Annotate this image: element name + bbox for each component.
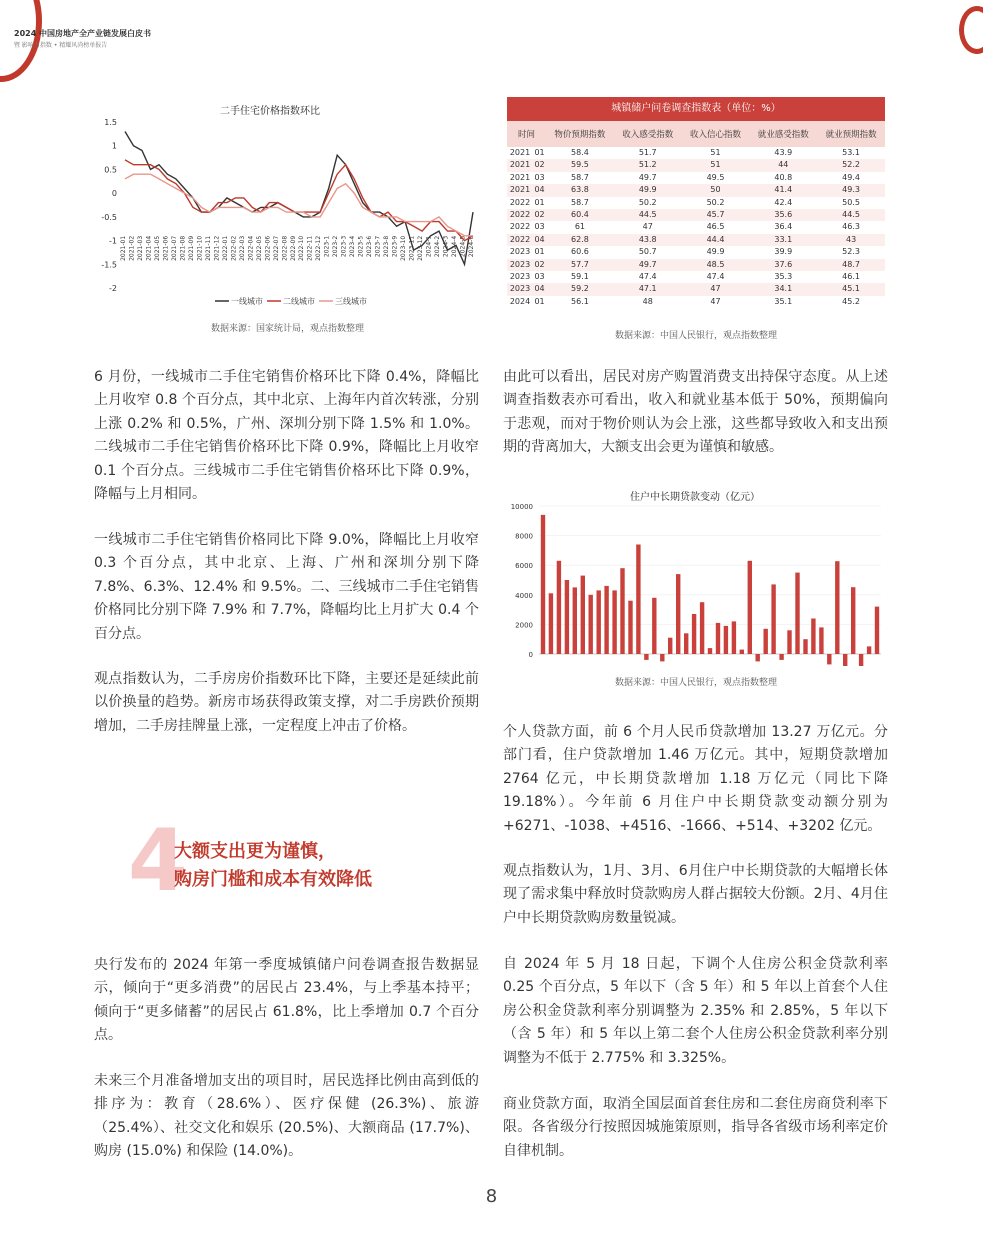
bar xyxy=(716,623,720,654)
bar xyxy=(732,621,736,654)
table-cell: 02 xyxy=(533,259,546,271)
x-tick-label: 2024-1 xyxy=(425,235,433,258)
table-cell: 43.8 xyxy=(614,234,682,246)
bar xyxy=(573,587,577,654)
chart1-source: 数据来源：国家统计局，观点指数整理 xyxy=(210,324,364,334)
x-tick-label: 2022-06 xyxy=(264,235,272,261)
table-cell: 35.6 xyxy=(749,209,817,221)
table-header-cell: 就业预期指数 xyxy=(817,121,885,147)
table-cell: 59.1 xyxy=(571,272,589,282)
chart1-title: 二手住宅价格指数环比 xyxy=(220,106,320,117)
table-cell: 44.4 xyxy=(682,234,750,246)
x-tick-label: 2023-5 xyxy=(357,235,365,258)
table-cell: 56.1 xyxy=(571,296,589,306)
table-cell: 46.5 xyxy=(706,222,725,232)
x-tick-label: 2023-2 xyxy=(332,235,340,258)
table-row xyxy=(507,259,885,271)
table-cell: 36.4 xyxy=(774,222,793,232)
y-tick-label: 1 xyxy=(111,141,117,151)
table-cell: 2021 xyxy=(509,148,531,157)
table-header-cell: 收入感受指数 xyxy=(614,121,682,147)
y-tick-label: 8000 xyxy=(515,532,533,541)
x-tick-label: 2023-8 xyxy=(383,235,391,258)
table-cell: 2022 xyxy=(507,234,533,246)
legend-label-1: 一线城市 xyxy=(231,297,263,306)
bar xyxy=(708,648,712,654)
table-cell: 48.7 xyxy=(817,259,885,271)
table-row xyxy=(507,147,885,159)
table-header-cell: 收入信心指数 xyxy=(682,121,750,147)
table-cell: 46.3 xyxy=(842,222,860,232)
table-cell: 51.2 xyxy=(614,159,682,171)
paragraph: 观点指数认为，1月、3月、6月住户中长期贷款的大幅增长体现了需求集中释放时贷款购房人群占据较大份额。2月、4月住户中长期贷款购房数量锐减。 xyxy=(503,863,888,926)
bar xyxy=(652,598,656,654)
bar xyxy=(811,619,815,655)
table-cell: 50 xyxy=(682,184,750,196)
legend-label-3: 三线城市 xyxy=(335,297,367,306)
bar xyxy=(748,561,752,654)
x-tick-label: 2021-08 xyxy=(179,235,187,261)
table-row xyxy=(507,159,885,171)
bar xyxy=(668,638,672,654)
x-tick-label: 2021-11 xyxy=(204,235,212,261)
table-cell: 2023 xyxy=(507,283,533,295)
bar xyxy=(740,650,744,654)
x-tick-label: 2023-12 xyxy=(417,235,425,261)
table-cell: 59.2 xyxy=(546,283,614,295)
chart3-source: 数据来源：中国人民银行，观点指数整理 xyxy=(614,678,777,688)
report-subtitle: 暨 影响力指数 • 精耀风尚榜单报告 xyxy=(14,42,108,49)
bar xyxy=(628,601,632,654)
bar xyxy=(597,590,601,654)
table-cell: 51.7 xyxy=(638,148,657,157)
x-tick-label: 2023-1 xyxy=(323,235,331,258)
table-cell: 2021 xyxy=(509,172,531,182)
y-tick-label: -2 xyxy=(109,284,117,293)
savings-survey-table xyxy=(507,97,885,308)
table-cell: 44.5 xyxy=(614,209,682,221)
x-tick-label: 2022-03 xyxy=(238,235,246,261)
table-cell: 50.7 xyxy=(638,247,657,257)
bar xyxy=(771,584,775,654)
x-tick-label: 2021-09 xyxy=(187,235,195,261)
paragraph: 自 2024 年 5 月 18 日起，下调个人住房公积金贷款利率 0.25 个百分点，5 年以下（含 5 年）和 5 年以上首套个人住房公积金贷款利率分别调整为 2.35% 和 2.85%，5 年以下（含 5 年）和 5 年以上第二套个人住房公积金贷款利率分别调整为不低于 2.775% 和 3.325%。 xyxy=(503,956,888,1066)
table-cell: 45.2 xyxy=(842,296,860,306)
table-cell: 50.5 xyxy=(842,197,860,207)
table-cell: 37.6 xyxy=(749,259,817,271)
report-title: 2024 中国房地产全产业链发展白皮书 xyxy=(14,29,152,38)
chart1-line-chart xyxy=(95,112,485,317)
table-cell: 42.4 xyxy=(774,197,793,207)
paragraph: 观点指数认为，二手房房价指数环比下降，主要还是延续此前以价换量的趋势。新房市场获得政策支撑，对二手房跌价预期增加，二手房挂牌量上涨，一定程度上冲击了价格。 xyxy=(94,671,479,734)
bar xyxy=(827,654,831,664)
table-row xyxy=(507,197,885,209)
table-cell: 52.2 xyxy=(817,159,885,171)
table-cell: 45.1 xyxy=(817,283,885,295)
table-row xyxy=(507,296,885,308)
table-header-cell: 就业感受指数 xyxy=(749,121,817,147)
table-cell: 50.2 xyxy=(706,197,725,207)
table-cell: 49.3 xyxy=(817,184,885,196)
table-cell: 02 xyxy=(533,159,546,171)
table-cell: 58.7 xyxy=(571,197,589,207)
section-title xyxy=(174,838,372,894)
y-tick-label: 10000 xyxy=(510,503,533,511)
bar xyxy=(756,654,760,661)
bar xyxy=(636,545,640,655)
bar xyxy=(795,573,799,654)
table-cell: 63.8 xyxy=(546,184,614,196)
y-tick-label: -1 xyxy=(109,236,117,246)
paragraph: 个人贷款方面，前 6 个月人民币贷款增加 13.27 万亿元。分部门看，住户贷款增加 1.46 万亿元。其中，短期贷款增加 2764 亿元，中长期贷款增加 1.18 万亿元（同比下降 19.18%）。今年前 6 月住户中长期贷款变动额分别为 +6271、-1038、+4516、-1666、+514、+3202 亿元。 xyxy=(503,724,888,834)
paragraph: 商业贷款方面，取消全国层面首套住房和二套住房商贷利率下限。各省级分行按照因城施策原则，指导各省级市场利率定价自律机制。 xyxy=(503,1096,888,1159)
savings-survey-table-container xyxy=(507,97,885,308)
bar xyxy=(764,629,768,654)
x-tick-label: 2021-10 xyxy=(196,235,204,261)
table-cell: 04 xyxy=(533,283,546,295)
series-line-3 xyxy=(125,174,473,236)
x-tick-label: 2023-9 xyxy=(391,235,399,258)
table-cell: 03 xyxy=(534,172,545,182)
table-row xyxy=(507,221,885,233)
x-tick-label: 2022-09 xyxy=(289,235,297,261)
x-tick-label: 2023-4 xyxy=(349,235,357,258)
bar xyxy=(557,561,561,654)
section-number: 4 xyxy=(128,811,188,911)
paragraph: 6 月份，一线城市二手住宅销售价格环比下降 0.4%，降幅比上月收窄 0.8 个百分点，其中北京、上海年内首次转涨，分别上涨 0.2% 和 0.5%，广州、深圳分别下降 1.5% 和 1.0%。二线城市二手住宅销售价格环比下降 0.9%，降幅比上月收窄 0.1 个百分点。三线城市二手住宅销售价格环比下降 0.9%，降幅与上月相同。 xyxy=(94,369,479,503)
x-tick-label: 2021-04 xyxy=(145,235,153,261)
x-tick-label: 2022-04 xyxy=(247,235,255,261)
table-cell: 01 xyxy=(534,296,545,306)
x-tick-label: 2022-05 xyxy=(255,235,263,261)
table-cell: 49.7 xyxy=(614,259,682,271)
table-cell: 49.9 xyxy=(706,247,725,257)
y-tick-label: 0.5 xyxy=(104,165,117,175)
table-cell: 49.4 xyxy=(842,172,860,182)
bar xyxy=(787,630,791,654)
x-tick-label: 2022-11 xyxy=(306,235,314,261)
table-cell: 04 xyxy=(533,184,546,196)
y-tick-label: 2000 xyxy=(515,621,533,630)
y-tick-label: 0 xyxy=(528,651,533,659)
x-tick-label: 2021-05 xyxy=(153,235,161,261)
y-tick-label: -1.5 xyxy=(101,260,117,270)
paragraph: 央行发布的 2024 年第一季度城镇储户问卷调查报告数据显示，倾向于“更多消费”的居民占 23.4%，与上季基本持平；倾向于“更多储蓄”的居民占 61.8%，比上季增加 0.7 个百分点。 xyxy=(94,957,479,1044)
x-tick-label: 2021-06 xyxy=(162,235,170,261)
table-cell: 58.4 xyxy=(571,148,589,157)
table-header-cell: 物价预期指数 xyxy=(546,121,614,147)
bar xyxy=(644,654,648,660)
x-tick-label: 2021-07 xyxy=(170,235,178,261)
bar xyxy=(875,607,879,654)
table-cell: 33.1 xyxy=(749,234,817,246)
bar xyxy=(700,602,704,654)
section-title-line: 购房门槛和成本有效降低 xyxy=(174,869,372,890)
table-cell: 2021 xyxy=(507,184,533,196)
bar xyxy=(549,593,553,654)
table-cell: 2021 xyxy=(507,159,533,171)
table-cell: 58.7 xyxy=(571,172,589,182)
table-cell: 39.9 xyxy=(774,247,793,257)
section-title-line: 大额支出更为谨慎， xyxy=(174,841,336,862)
bar xyxy=(851,587,855,654)
bar xyxy=(835,561,839,654)
table-cell: 47.4 xyxy=(638,272,657,282)
table-cell: 60.4 xyxy=(546,209,614,221)
table-cell: 50.2 xyxy=(638,197,657,207)
table-cell: 48 xyxy=(642,296,653,306)
bar xyxy=(859,654,863,666)
table-cell: 34.1 xyxy=(749,283,817,295)
table-cell: 59.5 xyxy=(546,159,614,171)
x-tick-label: 2023-11 xyxy=(408,235,416,261)
paragraph: 一线城市二手住宅销售价格同比下降 9.0%，降幅比上月收窄 0.3 个百分点，其中北京、上海、广州和深圳分别下降 7.8%、6.3%、12.4% 和 9.5%。二、三线城市二手住宅销售价格同比分别下降 7.9% 和 7.7%，降幅均比上月扩大 0.4 个百分点。 xyxy=(94,532,479,642)
table-cell: 49.7 xyxy=(638,172,657,182)
table-cell: 51 xyxy=(682,159,750,171)
y-tick-label: 6000 xyxy=(515,562,533,571)
table-cell: 51 xyxy=(710,148,721,157)
table-cell: 44 xyxy=(749,159,817,171)
table-cell: 03 xyxy=(534,222,545,232)
x-tick-label: 2022-12 xyxy=(315,235,323,261)
bar xyxy=(620,568,624,654)
table-cell: 03 xyxy=(534,272,545,282)
bar xyxy=(779,654,783,660)
table-row xyxy=(507,246,885,258)
x-tick-label: 2021-12 xyxy=(213,235,221,261)
table-cell: 47.1 xyxy=(614,283,682,295)
table-cell: 2022 xyxy=(507,209,533,221)
y-tick-label: 1.5 xyxy=(104,118,117,127)
x-tick-label: 2021-02 xyxy=(128,235,136,261)
table-cell: 44.5 xyxy=(817,209,885,221)
table-row xyxy=(507,172,885,184)
table-cell: 40.8 xyxy=(774,172,793,182)
table-cell: 41.4 xyxy=(749,184,817,196)
table-cell: 47 xyxy=(682,283,750,295)
table-cell: 47.4 xyxy=(706,272,725,282)
bar xyxy=(589,595,593,654)
x-tick-label: 2022-10 xyxy=(298,235,306,261)
bar xyxy=(581,576,585,654)
table-source: 数据来源：中国人民银行，观点指数整理 xyxy=(614,331,777,341)
x-tick-label: 2024-4 xyxy=(451,235,459,258)
table-row xyxy=(507,209,885,221)
table-cell: 01 xyxy=(534,197,545,207)
x-tick-label: 2024-5 xyxy=(459,235,467,258)
chart3-title: 住户中长期贷款变动（亿元） xyxy=(630,492,760,503)
table-cell: 02 xyxy=(533,209,546,221)
table-cell: 61 xyxy=(574,222,586,232)
bar xyxy=(803,639,807,654)
table-cell: 43 xyxy=(817,234,885,246)
bar xyxy=(541,515,545,654)
table-cell: 35.3 xyxy=(774,272,793,282)
x-tick-label: 2023-7 xyxy=(374,235,382,258)
series-line-2 xyxy=(125,160,473,241)
bar xyxy=(684,633,688,654)
table-cell: 47 xyxy=(710,296,721,306)
x-tick-label: 2022-08 xyxy=(281,235,289,261)
y-tick-label: 4000 xyxy=(515,591,533,600)
corner-decoration xyxy=(959,6,983,54)
legend-label-2: 二线城市 xyxy=(283,297,315,306)
bar xyxy=(612,590,616,654)
chart3-bar-chart xyxy=(505,498,885,666)
bar xyxy=(565,580,569,654)
x-tick-label: 2022-02 xyxy=(230,235,238,261)
bar xyxy=(843,654,847,666)
x-tick-label: 2024-2 xyxy=(434,235,442,258)
table-cell: 01 xyxy=(534,247,545,257)
bar xyxy=(867,646,871,654)
x-tick-label: 2022-01 xyxy=(221,235,229,261)
table-cell: 43.9 xyxy=(774,148,793,157)
page-number: 8 xyxy=(485,1186,498,1207)
y-tick-label: 0 xyxy=(111,189,117,199)
table-cell: 45.7 xyxy=(682,209,750,221)
table-header-cell: 时间 xyxy=(507,121,546,147)
table-title: 城镇储户问卷调查指数表（单位：%） xyxy=(507,97,885,121)
table-cell: 60.6 xyxy=(571,247,589,257)
x-tick-label: 2021-03 xyxy=(136,235,144,261)
paragraph: 未来三个月准备增加支出的项目时，居民选择比例由高到低的排序为：教育（28.6%）、医疗保健 (26.3%)、旅游（25.4%）、社交文化和娱乐 (20.5%)、大额商品 (17.7%)、购房 (15.0%) 和保险 (14.0%)。 xyxy=(94,1073,479,1160)
table-cell: 46.1 xyxy=(842,272,860,282)
table-row xyxy=(507,184,885,196)
table-cell: 62.8 xyxy=(546,234,614,246)
x-tick-label: 2023-10 xyxy=(400,235,408,261)
x-tick-label: 2023-3 xyxy=(340,235,348,258)
x-tick-label: 2024-6 xyxy=(468,235,475,258)
table-cell: 2023 xyxy=(509,247,531,257)
bar xyxy=(819,627,823,654)
table-cell: 35.1 xyxy=(774,296,793,306)
table-cell: 2024 xyxy=(509,296,531,306)
bar xyxy=(692,614,696,654)
table-row xyxy=(507,271,885,283)
bar xyxy=(660,654,664,661)
bar xyxy=(676,574,680,654)
table-cell: 48.5 xyxy=(682,259,750,271)
x-tick-label: 2021-01 xyxy=(120,235,127,261)
table-cell: 01 xyxy=(534,148,545,157)
table-cell: 53.1 xyxy=(842,148,860,157)
x-tick-label: 2022-07 xyxy=(272,235,280,261)
table-row xyxy=(507,234,885,246)
table-cell: 57.7 xyxy=(546,259,614,271)
bar xyxy=(604,586,608,654)
table-row xyxy=(507,283,885,295)
x-tick-label: 2024-3 xyxy=(442,235,450,258)
table-cell: 2023 xyxy=(507,259,533,271)
table-cell: 49.9 xyxy=(614,184,682,196)
table-cell: 47 xyxy=(642,222,653,232)
bar xyxy=(724,626,728,654)
table-cell: 04 xyxy=(533,234,546,246)
table-cell: 2022 xyxy=(509,197,531,207)
table-cell: 49.5 xyxy=(706,172,725,182)
paragraph: 由此可以看出，居民对房产购置消费支出持保守态度。从上述调查指数表亦可看出，收入和就业基本低于 50%，预期偏向于悲观，而对于物价则认为会上涨，这些都导致收入和支出预期的背离加大，大额支出会更为谨慎和敏感。 xyxy=(503,369,888,456)
y-tick-label: -0.5 xyxy=(101,212,117,222)
table-cell: 52.3 xyxy=(842,247,860,257)
table-cell: 2023 xyxy=(509,272,531,282)
x-tick-label: 2023-6 xyxy=(366,235,374,258)
table-cell: 2022 xyxy=(509,222,531,232)
